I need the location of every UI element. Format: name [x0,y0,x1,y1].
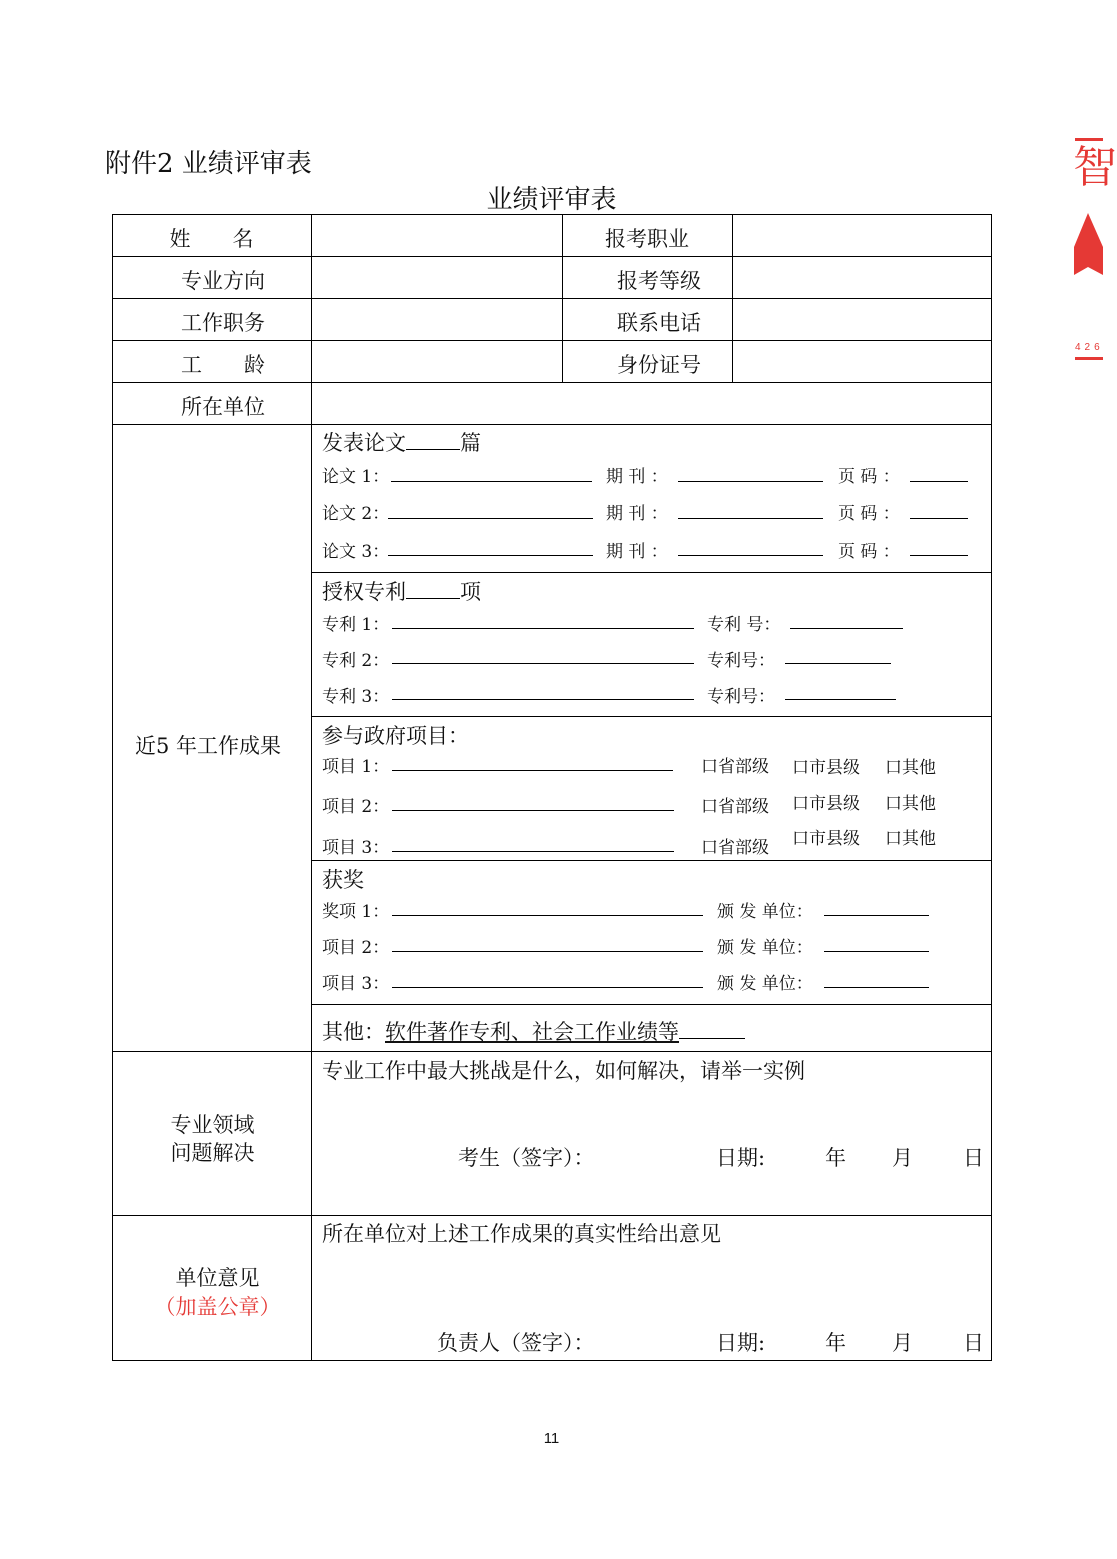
label-seniority: 工 龄 [181,353,265,377]
patent-1-number-label: 专利 号： [707,615,781,635]
paper-1-journal-field[interactable] [678,481,823,482]
gov-projects-title: 参与政府项目： [322,724,469,748]
paper-2-page-label: 页 码 ： [838,504,900,524]
label-apply-job: 报考职业 [605,227,689,251]
opinion-sign-label: 负责人（签字）： [437,1331,595,1355]
problem-day: 日 [963,1146,984,1170]
label-apply-level: 报考等级 [617,269,701,293]
papers-title: 发表论文 篇 [322,431,481,455]
paper-2-journal-label: 期 刊 ： [606,504,668,524]
paper-2-journal-field[interactable] [678,518,823,519]
paper-2-label: 论文 2： [322,504,390,524]
award-2-label: 项目 2： [322,938,390,958]
label-id-number: 身份证号 [617,353,701,377]
label-stamp-note: （加盖公章） [154,1295,281,1319]
patent-2-label: 专利 2： [322,651,390,671]
patent-2-field[interactable] [392,663,694,664]
label-achievements: 近5 年工作成果 [134,734,282,758]
patent-3-number-label: 专利号： [707,687,775,707]
paper-1-label: 论文 1： [322,467,390,487]
other-achievements-text[interactable]: 软件著作专利、社会工作业绩等 [385,1020,679,1044]
patent-3-field[interactable] [392,699,694,700]
opinion-date-label: 日期: [716,1331,766,1355]
row-divider [311,1004,992,1005]
row-divider [311,716,992,717]
patent-2-number-field[interactable] [785,663,891,664]
paper-3-label: 论文 3： [322,542,390,562]
paper-1-page-label: 页 码 ： [838,467,900,487]
row-divider [112,1215,992,1216]
problem-year: 年 [825,1146,846,1170]
patent-1-field[interactable] [392,628,694,629]
award-2-issuer-field[interactable] [824,951,929,952]
gov-project-2-label: 项目 2： [322,797,390,817]
label-name: 姓 名 [169,227,254,251]
review-table [112,214,992,1361]
row-divider [311,860,992,861]
paper-1-field[interactable] [391,481,592,482]
page-number: 11 [543,1430,560,1447]
award-3-label: 项目 3： [322,974,390,994]
label-employer: 所在单位 [181,395,265,419]
gov-project-3-field[interactable] [392,851,674,852]
form-title: 业绩评审表 [486,185,617,215]
award-3-issuer-label: 颁 发 单位： [717,974,813,994]
patent-2-number-label: 专利号： [707,651,775,671]
paper-3-journal-label: 期 刊 ： [606,542,668,562]
patent-1-label: 专利 1： [322,615,390,635]
paper-2-page-field[interactable] [910,518,968,519]
awards-title: 获奖 [322,868,364,892]
gov-project-2-field[interactable] [392,810,674,811]
gov-project-1-other-option[interactable]: 口其他 [885,758,936,778]
gov-project-3-province-option[interactable]: 口省部级 [701,838,769,858]
gov-project-1-city-option[interactable]: 口市县级 [792,758,860,778]
gov-project-2-city-option[interactable]: 口市县级 [792,794,860,814]
gov-project-3-label: 项目 3： [322,838,390,858]
award-1-issuer-field[interactable] [824,915,929,916]
patents-title: 授权专利 项 [322,580,481,604]
problem-question: 专业工作中最大挑战是什么，如何解决，请举一实例 [322,1059,805,1083]
row-divider [112,256,992,257]
watermark-char: 智 [1073,142,1117,193]
problem-month: 月 [892,1146,913,1170]
watermark-arrow-icon [1074,213,1103,275]
gov-project-2-other-option[interactable]: 口其他 [885,794,936,814]
gov-project-3-other-option[interactable]: 口其他 [885,829,936,849]
paper-1-journal-label: 期 刊 ： [606,467,668,487]
opinion-month: 月 [892,1331,913,1355]
paper-3-field[interactable] [388,555,593,556]
opinion-question: 所在单位对上述工作成果的真实性给出意见 [322,1222,721,1246]
row-divider [311,572,992,573]
label-opinion: 单位意见 [175,1266,260,1290]
gov-project-1-province-option[interactable]: 口省部级 [701,757,769,777]
label-problem-line1: 专业领域 [170,1113,255,1137]
paper-3-page-field[interactable] [910,555,968,556]
other-achievements: 其他：软件著作专利、社会工作业绩等 [322,1016,745,1046]
column-divider [311,214,312,1361]
label-problem-line2: 问题解决 [170,1141,255,1165]
paper-2-field[interactable] [388,518,593,519]
label-major: 专业方向 [181,269,265,293]
problem-sign-label: 考生（签字）： [458,1146,595,1170]
watermark-bar [1075,138,1103,141]
watermark-bar [1075,357,1103,360]
problem-date-label: 日期: [716,1146,766,1170]
award-1-label: 奖项 1： [322,902,390,922]
label-position: 工作职务 [181,311,265,335]
page-heading: 附件2 业绩评审表 [105,149,312,179]
gov-project-1-label: 项目 1： [322,757,390,777]
award-3-field[interactable] [392,987,703,988]
award-3-issuer-field[interactable] [824,987,929,988]
paper-1-page-field[interactable] [910,481,968,482]
award-2-field[interactable] [392,951,703,952]
opinion-year: 年 [825,1331,846,1355]
row-divider [112,424,992,425]
paper-3-page-label: 页 码 ： [838,542,900,562]
paper-3-journal-field[interactable] [678,555,823,556]
gov-project-3-city-option[interactable]: 口市县级 [792,829,860,849]
watermark-digits: 426 [1075,342,1104,353]
award-1-field[interactable] [392,915,703,916]
gov-project-2-province-option[interactable]: 口省部级 [701,797,769,817]
award-1-issuer-label: 颁 发 单位： [717,902,813,922]
row-divider [112,1051,992,1052]
patent-3-label: 专利 3： [322,687,390,707]
row-divider [112,340,992,341]
patent-1-number-field[interactable] [790,628,903,629]
row-divider [112,382,992,383]
opinion-day: 日 [963,1331,984,1355]
row-divider [112,298,992,299]
gov-project-1-field[interactable] [392,770,673,771]
patent-3-number-field[interactable] [785,699,896,700]
label-phone: 联系电话 [617,311,701,335]
award-2-issuer-label: 颁 发 单位： [717,938,813,958]
